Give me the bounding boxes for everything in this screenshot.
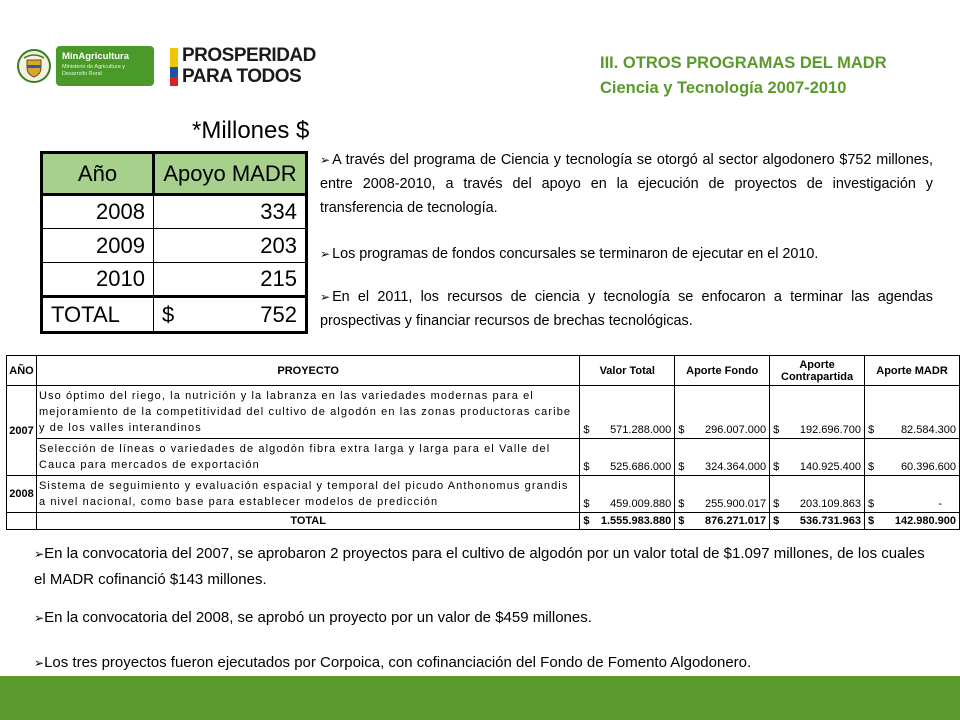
- valor-total-cell: [580, 386, 675, 439]
- summary-row: [42, 229, 307, 263]
- prosperidad-para-todos-logo: [170, 46, 315, 88]
- total-aporte-fondo-cell: [675, 513, 770, 530]
- amount: 571.288.000: [610, 424, 672, 436]
- aporte-madr-cell: [865, 439, 960, 476]
- logo-text-line2: PARA TODOS: [182, 66, 302, 87]
- amount: 876.271.017: [704, 515, 767, 527]
- footer-bar: [0, 676, 960, 720]
- currency-symbol: $: [773, 461, 780, 473]
- projects-header-row: [7, 356, 960, 386]
- ministry-subtitle: Ministerio de Agricultura y Desarrollo Rural: [62, 64, 125, 77]
- amount: 324.364.000: [704, 461, 767, 473]
- summary-year-cell: 2010: [42, 263, 154, 297]
- summary-total-value: 752: [260, 301, 297, 327]
- aporte-fondo-cell: [675, 476, 770, 513]
- summary-total-currency: $: [162, 301, 175, 327]
- summary-row: [42, 195, 307, 229]
- currency-symbol: $: [773, 515, 780, 527]
- amount: 459.009.880: [610, 498, 672, 510]
- arrow-bullet-icon: ➢: [34, 656, 45, 670]
- unit-note: *Millones $: [192, 117, 310, 144]
- paragraph-bottom: [34, 605, 934, 631]
- ministry-name: MinAgricultura: [62, 51, 130, 62]
- summary-total-cell: [154, 297, 307, 333]
- total-label: TOTAL: [36, 513, 579, 530]
- header-year: AÑO: [7, 356, 37, 386]
- paragraph-right: [320, 148, 933, 220]
- summary-year-cell: 2009: [42, 229, 154, 263]
- valor-total-cell: [580, 439, 675, 476]
- header-aporte-contrapartida: Aporte Contrapartida: [770, 356, 865, 386]
- total-valor-total-cell: [580, 513, 675, 530]
- currency-symbol: $: [773, 498, 780, 510]
- summary-value-cell: 203: [154, 229, 307, 263]
- currency-symbol: $: [678, 515, 685, 527]
- header-valor-total: Valor Total: [580, 356, 675, 386]
- project-name-cell: Selección de líneas o variedades de algodón fibra extra larga y larga para el Valle del Cauca para mercados de exportación: [36, 439, 579, 476]
- summary-value-cell: 215: [154, 263, 307, 297]
- project-row: [7, 439, 960, 476]
- arrow-bullet-icon: ➢: [320, 153, 331, 167]
- amount: 536.731.963: [799, 515, 862, 527]
- logo-text-line1: PROSPERIDAD: [182, 45, 316, 66]
- colombia-flag-icon: [170, 48, 178, 86]
- amount: 140.925.400: [799, 461, 862, 473]
- total-aporte-madr-cell: [865, 513, 960, 530]
- paragraph-text: Los tres proyectos fueron ejecutados por Corpoica, con cofinanciación del Fondo de Fomento Algodonero.: [44, 654, 752, 671]
- summary-total-label: TOTAL: [42, 297, 154, 333]
- currency-symbol: $: [678, 461, 685, 473]
- arrow-bullet-icon: ➢: [34, 547, 45, 561]
- valor-total-cell: [580, 476, 675, 513]
- paragraph-bottom: [34, 650, 934, 676]
- currency-symbol: $: [868, 424, 875, 436]
- currency-symbol: $: [868, 515, 875, 527]
- amount: 60.396.600: [900, 461, 956, 473]
- arrow-bullet-icon: ➢: [320, 247, 331, 261]
- aporte-madr-cell: [865, 386, 960, 439]
- summary-total-row: [42, 297, 307, 333]
- currency-symbol: $: [678, 498, 685, 510]
- paragraph-text: En el 2011, los recursos de ciencia y tecnología se enfocaron a terminar las agendas prospectivas y financiar recursos de brechas tecnológicas.: [320, 289, 933, 329]
- paragraph-right: [320, 242, 933, 266]
- summary-year-cell: 2008: [42, 195, 154, 229]
- minagricultura-logo: [16, 46, 154, 86]
- amount: -: [938, 498, 942, 510]
- total-year-cell: [7, 513, 37, 530]
- projects-total-row: [7, 513, 960, 530]
- coat-of-arms-icon: [16, 48, 52, 84]
- project-name-cell: Sistema de seguimiento y evaluación espacial y temporal del picudo Anthonomus grandis a nivel nacional, como base para establecer modelos de predicción: [36, 476, 579, 513]
- currency-symbol: $: [678, 424, 685, 436]
- total-aporte-contrapartida-cell: [770, 513, 865, 530]
- aporte-madr-cell: [865, 476, 960, 513]
- year-cell: 2007: [7, 386, 37, 476]
- amount: 525.686.000: [610, 461, 672, 473]
- paragraph-text: En la convocatoria del 2007, se aprobaron 2 proyectos para el cultivo de algodón por un valor total de $1.097 millones, de los cuales el MADR cofinanció $143 millones.: [34, 545, 925, 588]
- aporte-fondo-cell: [675, 386, 770, 439]
- paragraph-bottom: [34, 541, 934, 592]
- project-row: [7, 476, 960, 513]
- arrow-bullet-icon: ➢: [320, 290, 331, 304]
- amount: 1.555.983.880: [600, 515, 672, 527]
- projects-table: [6, 355, 960, 530]
- currency-symbol: $: [868, 461, 875, 473]
- project-name-cell: Uso óptimo del riego, la nutrición y la labranza en las variedades modernas para el mejoramiento de la competitividad del cultivo de algodón en las zonas productoras caribe y de los valles interandinos: [36, 386, 579, 439]
- currency-symbol: $: [583, 498, 590, 510]
- header-aporte-fondo: Aporte Fondo: [675, 356, 770, 386]
- aporte-contrapartida-cell: [770, 439, 865, 476]
- currency-symbol: $: [583, 515, 590, 527]
- page-title: III. OTROS PROGRAMAS DEL MADR: [600, 54, 887, 72]
- amount: 192.696.700: [799, 424, 862, 436]
- paragraph-text: A través del programa de Ciencia y tecnología se otorgó al sector algodonero $752 millones, entre 2008-2010, a través del apoyo en la ejecución de proyectos de investigación y transferencia de tecnología.: [320, 152, 933, 216]
- currency-symbol: $: [773, 424, 780, 436]
- summary-header-value: Apoyo MADR: [154, 153, 307, 195]
- amount: 296.007.000: [704, 424, 767, 436]
- aporte-contrapartida-cell: [770, 386, 865, 439]
- summary-header-row: [42, 153, 307, 195]
- page-subtitle: Ciencia y Tecnología 2007-2010: [600, 79, 847, 97]
- aporte-fondo-cell: [675, 439, 770, 476]
- amount: 255.900.017: [704, 498, 767, 510]
- paragraph-text: En la convocatoria del 2008, se aprobó un proyecto por un valor de $459 millones.: [44, 609, 592, 626]
- project-row: [7, 386, 960, 439]
- paragraph-text: Los programas de fondos concursales se terminaron de ejecutar en el 2010.: [332, 246, 819, 262]
- paragraph-right: [320, 285, 933, 333]
- arrow-bullet-icon: ➢: [34, 611, 45, 625]
- year-cell: 2008: [7, 476, 37, 513]
- currency-symbol: $: [583, 461, 590, 473]
- amount: 142.980.900: [894, 515, 956, 527]
- header-project: PROYECTO: [36, 356, 579, 386]
- summary-row: [42, 263, 307, 297]
- aporte-contrapartida-cell: [770, 476, 865, 513]
- summary-header-year: Año: [42, 153, 154, 195]
- summary-table: [40, 151, 308, 334]
- amount: 82.584.300: [900, 424, 956, 436]
- summary-value-cell: 334: [154, 195, 307, 229]
- currency-symbol: $: [583, 424, 590, 436]
- header-aporte-madr: Aporte MADR: [865, 356, 960, 386]
- currency-symbol: $: [868, 498, 875, 510]
- amount: 203.109.863: [799, 498, 862, 510]
